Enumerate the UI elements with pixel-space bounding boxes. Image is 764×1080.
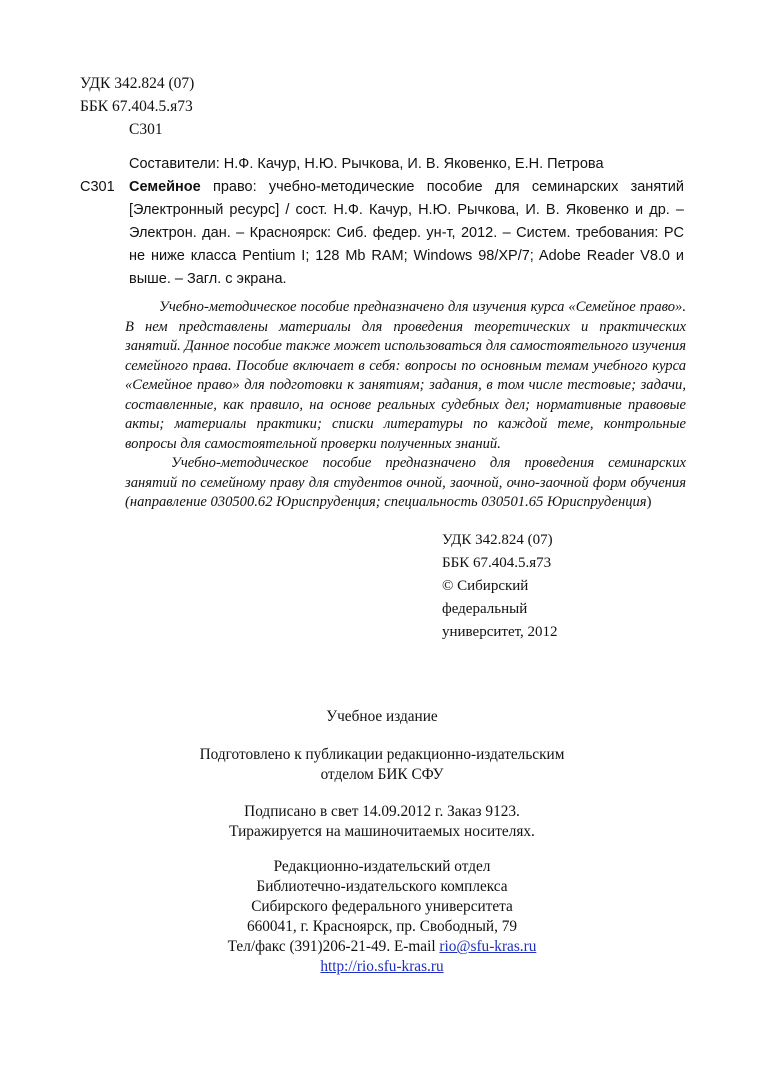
dept-line-1: Редакционно-издательский отдел xyxy=(273,858,491,875)
replicated-line: Тиражируется на машиночитаемых носителях. xyxy=(229,823,535,840)
abstract xyxy=(125,298,686,513)
bbk-code: ББК 67.404.5.я73 xyxy=(80,98,193,115)
website-link[interactable]: http://rio.sfu-kras.ru xyxy=(320,958,444,975)
dept-line-3: Сибирского федерального университета xyxy=(251,898,513,915)
abstract-close-paren: ) xyxy=(646,494,652,510)
contact-line xyxy=(0,937,764,957)
prepared-line-1: Подготовлено к публикации редакционно-издательским xyxy=(199,746,565,763)
right-udk: УДК 342.824 (07) xyxy=(442,532,553,548)
signed-line: Подписано в свет 14.09.2012 г. Заказ 9123. xyxy=(244,803,520,820)
entry-code: С301 xyxy=(80,179,115,195)
copyright-line-3: университет, 2012 xyxy=(442,624,558,640)
address-line: 660041, г. Красноярск, пр. Свободный, 79 xyxy=(246,918,518,935)
compilers-line: Составители: Н.Ф. Качур, Н.Ю. Рычкова, И. В. Яковенко, Е.Н. Петрова xyxy=(129,156,604,172)
copyright-line-1: © Сибирский xyxy=(442,578,529,594)
entry-title: Семейное xyxy=(129,179,201,195)
udk-code: УДК 342.824 (07) xyxy=(80,75,195,92)
copyright-block xyxy=(442,529,558,644)
copyright-line-2: федеральный xyxy=(442,601,528,617)
dept-line-2: Библиотечно-издательского комплекса xyxy=(256,878,508,895)
right-bbk: ББК 67.404.5.я73 xyxy=(442,555,552,571)
entry-text: право: учебно-методические пособие для семинарских занятий [Электронный ресурс] / сост. Н.Ф. Качур, Н.Ю. Рычкова, И. В. Яковенко и др. – Электрон. дан. – Красноярск: Сиб. федер. ун-т, 2012. – Систем. требования: PC не ниже класса Pentium I; 128 Mb RAM; Windows 98/XP/7; Adobe Reader V8.0 и выше. – Загл. с экрана. xyxy=(129,179,685,287)
abstract-paragraph-2 xyxy=(125,454,686,513)
abstract-paragraph-1: Учебно-методическое пособие предназначено для изучения курса «Семейное право». В нем представлены материалы для проведения теоретических и практических занятий. Данное пособие также может использоваться для самостоятельного изучения семейного права. Пособие включает в себя: вопросы по основным темам учебного курса «Семейное право» для подготовки к занятиям; задания, в том числе тестовые; задачи, составленные, как правило, на основе реальных судебных дел; нормативные правовые акты; материалы практики; списки литературы по каждой теме, контрольные вопросы для самостоятельной проверки полученных знаний. xyxy=(125,299,686,452)
abstract-paragraph-2-text: Учебно-методическое пособие предназначено для проведения семинарских занятий по семейному праву для студентов очной, заочной, очно-заочной форм обучения (направление 030500.62 Юриспруденция; специальность 030501.65 Юриспруденция xyxy=(125,455,686,510)
phone-text: Тел/факс (391)206-21-49. E-mail xyxy=(227,938,440,955)
email-link[interactable]: rio@sfu-kras.ru xyxy=(439,938,537,955)
bibliographic-entry xyxy=(80,176,685,291)
author-code: С301 xyxy=(129,121,163,138)
url-line xyxy=(0,957,764,977)
edition-type: Учебное издание xyxy=(326,708,438,725)
prepared-line-2: отделом БИК СФУ xyxy=(320,766,444,783)
